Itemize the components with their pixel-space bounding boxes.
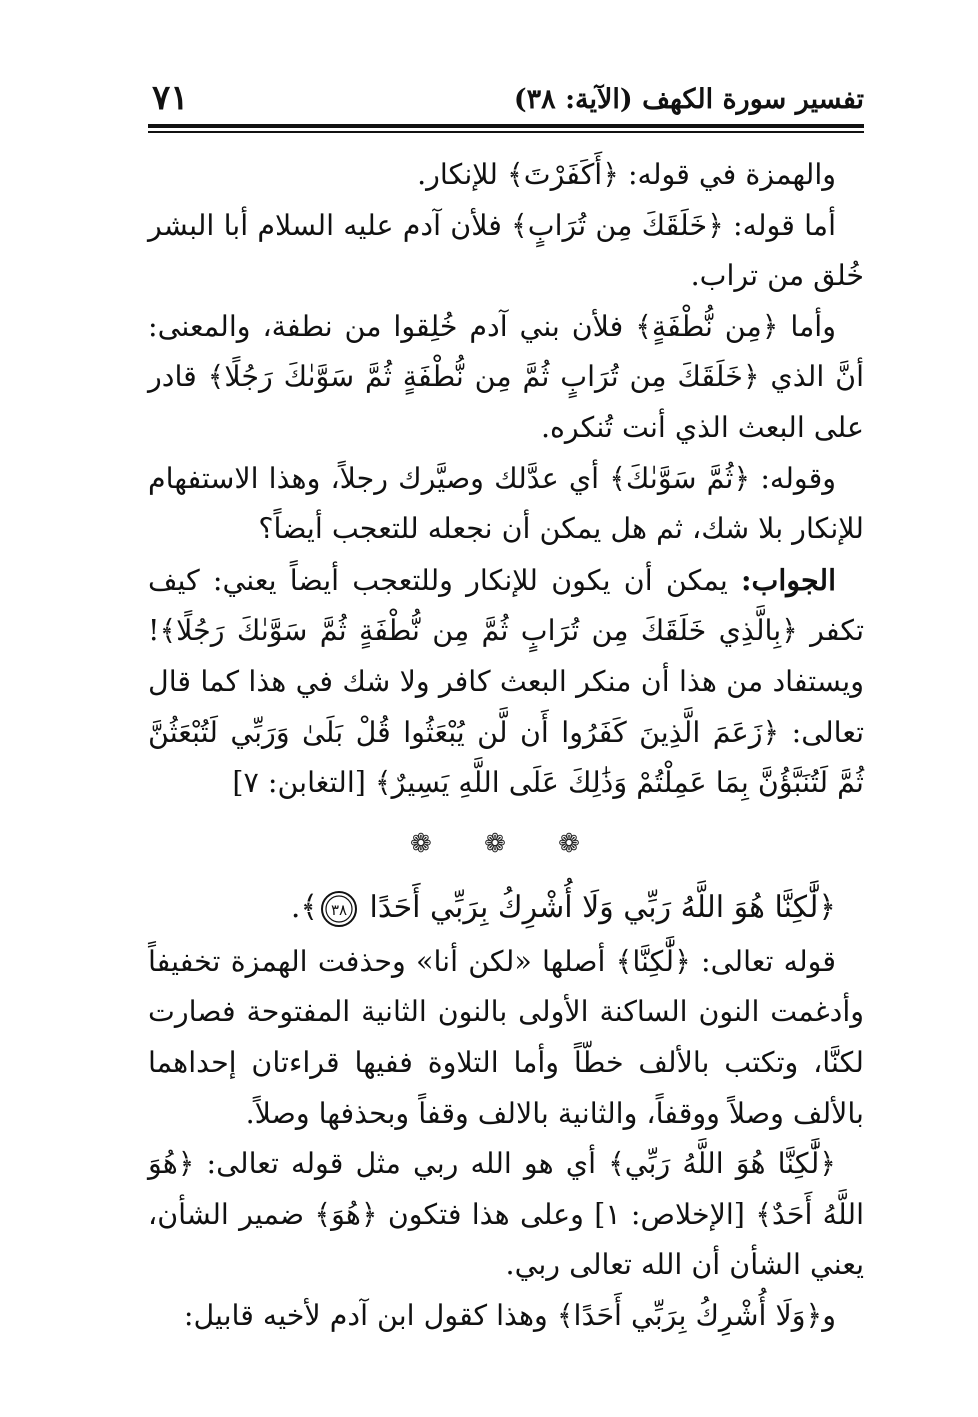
running-title: تفسير سورة الكهف (الآية: ٣٨) bbox=[513, 84, 864, 115]
answer-paragraph bbox=[148, 555, 864, 809]
page-header bbox=[148, 78, 864, 124]
page-number: ٧١ bbox=[152, 78, 189, 118]
paragraph: وأما ﴿مِن نُّطْفَةٍ﴾ فلأن بني آدم خُلِقوا من نطفة، والمعنى: أنَّ الذي ﴿خَلَقَكَ مِن تُرَابٍ ثُمَّ مِن نُّطْفَةٍ ثُمَّ سَوَّىٰكَ رَجُلًا﴾ قادر على البعث الذي أنت تُنكره. bbox=[148, 309, 864, 444]
answer-lead: الجواب: bbox=[741, 562, 836, 597]
header-rule-thick bbox=[148, 124, 864, 128]
ayah-number: ٣٨ bbox=[330, 900, 348, 919]
ayah-rosette-icon bbox=[320, 890, 358, 928]
verse-heading bbox=[148, 879, 864, 937]
paragraph: ﴿لَّٰكِنَّا هُوَ اللَّهُ رَبِّي﴾ أي هو الله ربي مثل قوله تعالى: ﴿هُوَ اللَّهُ أَحَدٌ﴾ [الإخلاص: ١] وعلى هذا فتكون ﴿هُوَ﴾ ضمير الشأن، يعني الشأن أن الله تعالى ربي. bbox=[148, 1147, 864, 1282]
section-separator: ❁ ❁ ❁ bbox=[410, 828, 602, 859]
ayah-number-marker bbox=[320, 890, 358, 928]
paragraph: و﴿وَلَا أُشْرِكُ بِرَبِّي أَحَدًا﴾ وهذا كقول ابن آدم لأخيه قابيل: bbox=[183, 1298, 836, 1332]
verse-closing: ﴾. bbox=[290, 889, 318, 925]
body-text bbox=[148, 150, 864, 1341]
header-rule-thin bbox=[148, 131, 864, 133]
answer-text: يمكن أن يكون للإنكار وللتعجب أيضاً يعني: كيف تكفر ﴿بِالَّذِي خَلَقَكَ مِن تُرَابٍ ثُمَّ مِن نُّطْفَةٍ ثُمَّ سَوَّىٰكَ رَجُلًا﴾! ويستفاد من هذا أن منكر البعث كافر ولا شك في هذا كما قال تعالى: ﴿زَعَمَ الَّذِينَ كَفَرُوا أَن لَّن يُبْعَثُوا قُلْ بَلَىٰ وَرَبِّي لَتُبْعَثُنَّ ثُمَّ لَتُنَبَّؤُنَّ بِمَا عَمِلْتُمْ وَذَٰلِكَ عَلَى اللَّهِ يَسِيرٌ﴾ [التغابن: ٧] bbox=[148, 563, 864, 800]
verse-text: ﴿لَّٰكِنَّا هُوَ اللَّهُ رَبِّي وَلَا أُشْرِكُ بِرَبِّي أَحَدًا bbox=[369, 889, 836, 925]
paragraph: أما قوله: ﴿خَلَقَكَ مِن تُرَابٍ﴾ فلأن آدم عليه السلام أبا البشر خُلق من تراب. bbox=[148, 208, 864, 293]
paragraph: وقوله: ﴿ثُمَّ سَوَّىٰكَ﴾ أي عدَّلك وصيَّرك رجلاً، وهذا الاستفهام للإنكار بلا شك، ثم هل يمكن أن نجعله للتعجب أيضاً؟ bbox=[148, 461, 864, 546]
paragraph: والهمزة في قوله: ﴿أَكَفَرْتَ﴾ للإنكار. bbox=[417, 158, 836, 191]
paragraph: قوله تعالى: ﴿لَّٰكِنَّا﴾ أصلها «لكن أنا» وحذفت الهمزة تخفيفاً وأدغمت النون الساكنة الأولى بالنون الثانية المفتوحة فصارت لكنَّا، وتكتب بالألف خطّاً وأما التلاوة ففيها قراءتان إحداهما بالألف وصلاً ووقفاً، والثانية بالالف وقفاً وبحذفها وصلاً. bbox=[148, 944, 864, 1130]
